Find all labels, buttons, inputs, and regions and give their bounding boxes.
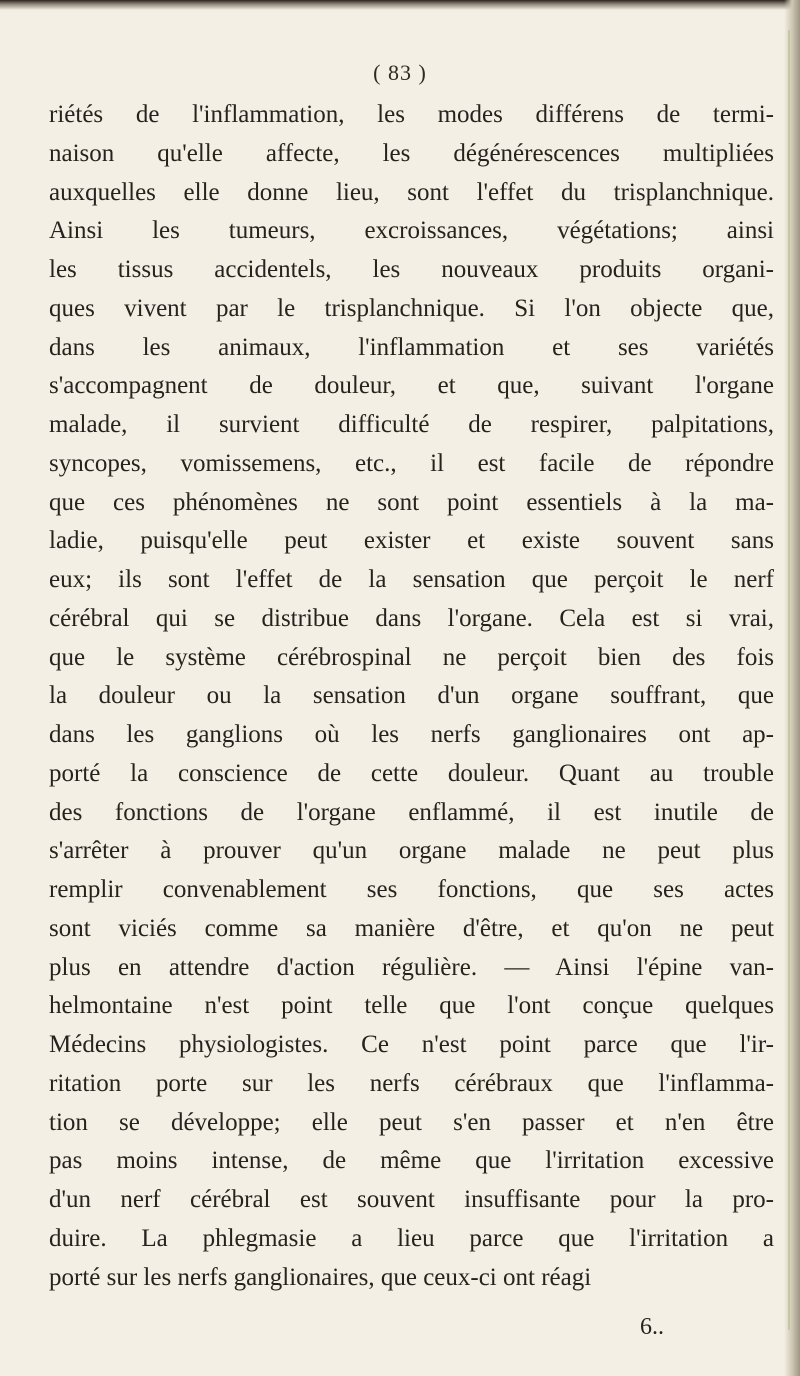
text-line: syncopes, vomissemens, etc., il est facile de répondre <box>49 449 774 477</box>
text-line: cérébral qui se distribue dans l'organe. Cela est si vrai, <box>49 604 774 632</box>
text-line: ques vivent par le trisplanchnique. Si l'on objecte que, <box>49 294 774 322</box>
body-text <box>49 96 774 1297</box>
text-line: les tissus accidentels, les nouveaux produits organi- <box>49 256 774 283</box>
gutter-line <box>788 30 790 1330</box>
text-line: sont viciés comme sa manière d'être, et qu'on ne peut <box>49 914 774 942</box>
text-line: duire. La phlegmasie a lieu parce que l'irritation a <box>49 1224 774 1252</box>
text-line: s'accompagnent de douleur, et que, suivant l'organe <box>49 372 774 400</box>
text-line: ladie, puisqu'elle peut exister et existe souvent sans <box>49 527 774 555</box>
text-line: Ainsi les tumeurs, excroissances, végétations; ainsi <box>49 217 774 245</box>
text-line: riétés de l'inflammation, les modes différens de termi- <box>49 101 774 128</box>
scan-top-edge <box>0 0 800 10</box>
text-line: eux; ils sont l'effet de la sensation que perçoit le nerf <box>49 566 774 593</box>
text-line: plus en attendre d'action régulière. — Ainsi l'épine van- <box>49 953 774 981</box>
text-line: dans les animaux, l'inflammation et ses variétés <box>49 333 774 361</box>
text-line: pas moins intense, de même que l'irritation excessive <box>49 1147 774 1175</box>
text-line: porté sur les nerfs ganglionaires, que ceux-ci ont réagi <box>49 1263 592 1291</box>
text-line: porté la conscience de cette douleur. Quant au trouble <box>49 759 774 787</box>
text-line: remplir convenablement ses fonctions, que ses actes <box>49 876 774 903</box>
text-line: tion se développe; elle peut s'en passer et n'en être <box>49 1108 774 1136</box>
text-line: d'un nerf cérébral est souvent insuffisante pour la pro- <box>49 1186 774 1213</box>
text-line: dans les ganglions où les nerfs ganglionaires ont ap- <box>49 721 774 748</box>
text-line: la douleur ou la sensation d'un organe souffrant, que <box>49 682 774 710</box>
text-line: s'arrêter à prouver qu'un organe malade ne peut plus <box>49 837 774 865</box>
text-line: des fonctions de l'organe enflammé, il est inutile de <box>49 798 774 826</box>
signature-mark: 6.. <box>640 1314 664 1340</box>
text-line: auxquelles elle donne lieu, sont l'effet du trisplanchnique. <box>49 178 774 206</box>
text-line: Médecins physiologistes. Ce n'est point parce que l'ir- <box>49 1031 774 1058</box>
text-line: que ces phénomènes ne sont point essentiels à la ma- <box>49 488 774 516</box>
text-line: naison qu'elle affecte, les dégénérescences multipliées <box>49 139 774 167</box>
text-line: helmontaine n'est point telle que l'ont conçue quelques <box>49 992 774 1020</box>
page-number: ( 83 ) <box>373 60 427 85</box>
text-line: ritation porte sur les nerfs cérébraux que l'inflamma- <box>49 1069 774 1097</box>
text-line: malade, il survient difficulté de respirer, palpitations, <box>49 411 774 438</box>
page-gutter <box>784 0 800 1376</box>
text-line: que le système cérébrospinal ne perçoit bien des fois <box>49 643 774 671</box>
